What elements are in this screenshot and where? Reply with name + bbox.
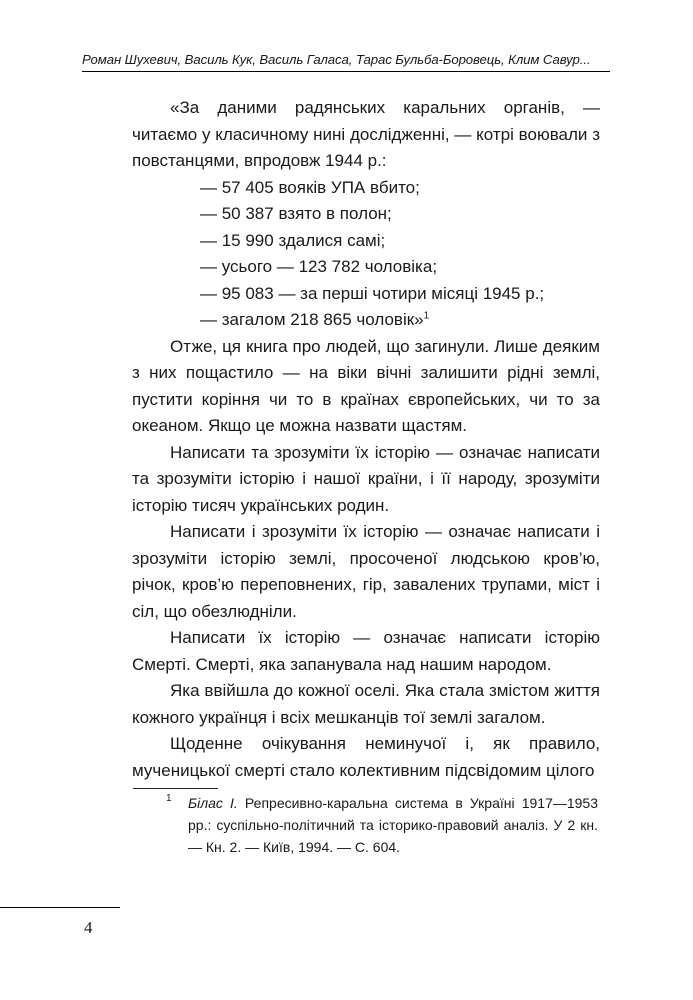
footnote-body (188, 792, 598, 858)
body-paragraph: Щоденне очікування неминучої і, як правило, мученицької смерті стало колективним підсвідомим цілого (132, 734, 600, 780)
footnote-reference[interactable]: 1 (423, 310, 430, 322)
main-text (132, 95, 600, 784)
footnote-text (188, 792, 598, 858)
footnote (166, 792, 598, 858)
quote-intro-paragraph: «За даними радянських каральних органів, — читаємо у класичному нині дослідженні, — котрі воювали з повстанцями, впродовж 1944 р.: (132, 98, 600, 170)
casualty-list (132, 175, 600, 334)
body-paragraph: Яка ввійшла до кожної оселі. Яка стала змістом життя кожного українця і всіх мешканців тої землі загалом. (132, 681, 600, 727)
page-number-rule (0, 907, 120, 908)
list-item: — 50 387 взято в полон; (200, 204, 392, 223)
list-item-last (200, 307, 600, 334)
list-item: — 95 083 — за перші чотири місяці 1945 р.; (200, 283, 545, 303)
body-paragraph: Написати їх історію — означає написати історію Смерті. Смерті, яка запанувала над нашим народом. (132, 628, 600, 674)
list-item: — 57 405 вояків УПА вбито; (200, 177, 420, 197)
body-paragraph: Написати і зрозуміти їх історію — означає написати і зрозуміти історію землі, просоченої людською кров’ю, річок, кров’ю переповнених, гір, завалених трупами, міст і сіл, що обезлюдніли. (132, 522, 600, 621)
page-number: 4 (84, 918, 93, 937)
list-item: — 15 990 здалися самі; (200, 230, 386, 250)
list-item-text: — загалом 218 865 чоловік» (200, 310, 424, 329)
body-paragraph: Написати та зрозуміти їх історію — означає написати та зрозуміти історію і нашої країни, і її народу, зрозуміти історію тисяч українських родин. (132, 442, 600, 515)
footnote-author: Білас І. (188, 795, 238, 811)
footnote-citation: Репресивно-каральна система в Україні 1917—1953 рр.: суспільно-політичний та історико-правовий аналіз. У 2 кн. — Кн. 2. — Київ, 1994. — С. 604. (188, 795, 598, 855)
footnote-separator (133, 788, 218, 789)
footnote-number: 1 (166, 793, 172, 804)
header-rule (82, 71, 610, 72)
running-header: Роман Шухевич, Василь Кук, Василь Галаса, Тарас Бульба-Боровець, Клим Савур... (82, 52, 591, 67)
list-item: — усього — 123 782 чоловіка; (200, 257, 438, 276)
body-paragraph: Отже, ця книга про людей, що загинули. Лише деяким з них пощастило — на віки вічні залишити рідні землі, пустити коріння чи то в країнах європейських, чи то за океаном. Якщо це можна назвати щастям. (132, 336, 600, 435)
